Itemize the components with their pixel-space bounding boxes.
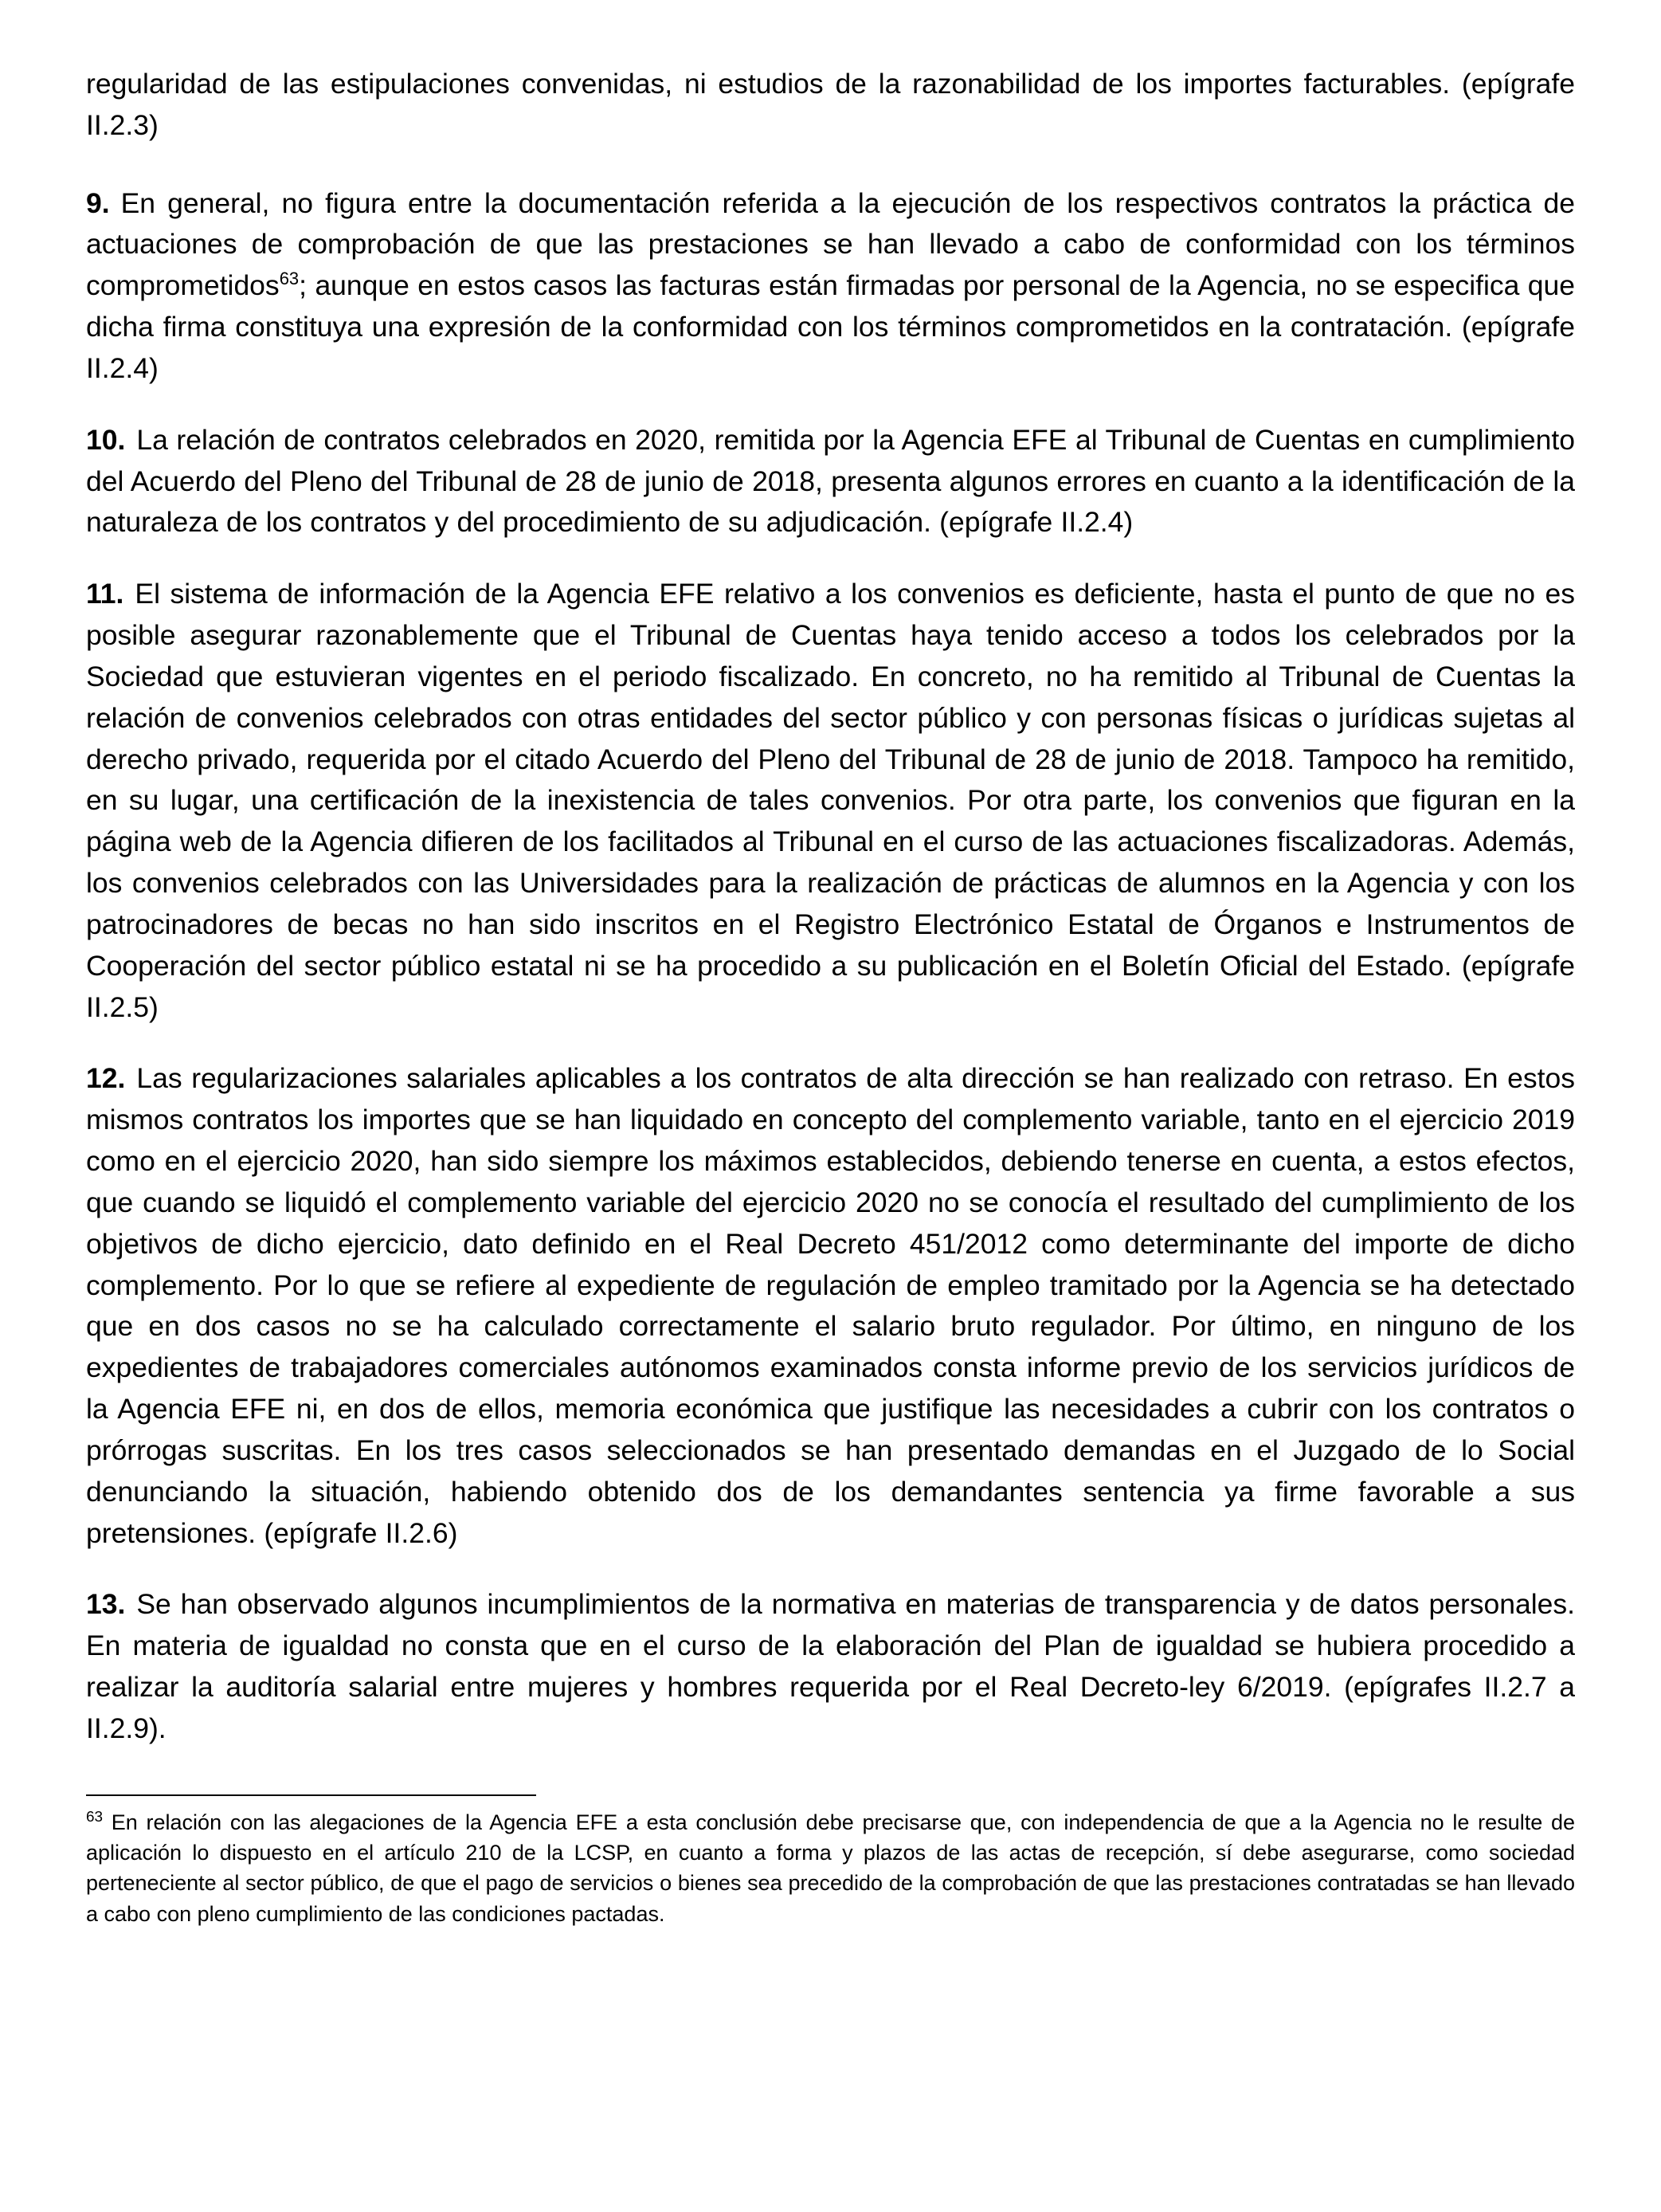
paragraph-text: El sistema de información de la Agencia EFE relativo a los convenios es deficiente, hasta el punto de que no es posible asegurar razonablemente que el Tribunal de Cuentas haya tenido acceso a todos los celebrados por la Sociedad que estuvieran vigentes en el periodo fiscalizado. En concreto, no ha remitido al Tribunal de Cuentas la relación de convenios celebrados con otras entidades del sector público y con personas físicas o jurídicas sujetas al derecho privado, requerida por el citado Acuerdo del Pleno del Tribunal de 28 de junio de 2018. Tampoco ha remitido, en su lugar, una certificación de la inexistencia de tales convenios. Por otra parte, los convenios que figuran en la página web de la Agencia difieren de los facilitados al Tribunal en el curso de las actuaciones fiscalizadoras. Además, los convenios celebrados con las Universidades para la realización de prácticas de alumnos en la Agencia y con los patrocinadores de becas no han sido inscritos en el Registro Electrónico Estatal de Órganos e Instrumentos de Cooperación del sector público estatal ni se ha procedido a su publicación en el Boletín Oficial del Estado. (epígrafe II.2.5) [86,578,1575,1023]
paragraph-text-before-footnote: En general, no figura entre la documentación referida a la ejecución de los respectivos contratos la práctica de actuaciones de comprobación de que las prestaciones se han llevado a cabo de conformidad con los términos comprometidos [86,186,1575,302]
paragraph-number: 11. [86,578,124,610]
paragraph-item-11 [86,574,1575,1028]
paragraph-text-after-footnote: ; aunque en estos casos las facturas están firmadas por personal de la Agencia, no se especifica que dicha firma constituya una expresión de la conformidad con los términos comprometidos en la contratación. (epígrafe II.2.4) [86,269,1575,384]
footnote-marker-63: 63 [279,269,300,289]
footnote-separator [86,1794,536,1796]
footnote-text: En relación con las alegaciones de la Agencia EFE a esta conclusión debe precisarse que, con independencia de que a la Agencia no le resulte de aplicación lo dispuesto en el artículo 210 de la LCSP, en cuanto a forma y plazos de las actas de recepción, sí debe asegurarse, como sociedad perteneciente al sector público, de que el pago de servicios o bienes sea precedido de la comprobación de que las prestaciones contratadas se han llevado a cabo con pleno cumplimiento de las condiciones pactadas. [86,1810,1575,1926]
paragraph-text: Se han observado algunos incumplimientos de la normativa en materias de transparencia y de datos personales. En materia de igualdad no consta que en el curso de la elaboración del Plan de igualdad se hubiera procedido a realizar la auditoría salarial entre mujeres y hombres requerida por el Real Decreto-ley 6/2019. (epígrafes II.2.7 a II.2.9). [86,1588,1575,1744]
paragraph-item-10 [86,420,1575,543]
paragraph-number: 10. [86,423,126,456]
paragraph-item-13 [86,1584,1575,1749]
footnote-area [86,1794,1575,1929]
paragraph-text: La relación de contratos celebrados en 2020, remitida por la Agencia EFE al Tribunal de Cuentas en cumplimiento del Acuerdo del Pleno del Tribunal de 28 de junio de 2018, presenta algunos errores en cuanto a la identificación de la naturaleza de los contratos y del procedimiento de su adjudicación. (epígrafe II.2.4) [86,423,1575,539]
footnote-number: 63 [86,1808,104,1826]
paragraph-text: regularidad de las estipulaciones convenidas, ni estudios de la razonabilidad de los importes facturables. (epígrafe II.2.3) [86,68,1575,141]
paragraph-item-9 [86,183,1575,390]
paragraph-number: 12. [86,1062,126,1095]
paragraph-text: Las regularizaciones salariales aplicables a los contratos de alta dirección se han realizado con retraso. En estos mismos contratos los importes que se han liquidado en concepto del complemento variable, tanto en el ejercicio 2019 como en el ejercicio 2020, han sido siempre los máximos establecidos, debiendo tenerse en cuenta, a estos efectos, que cuando se liquidó el complemento variable del ejercicio 2020 no se conocía el resultado del cumplimiento de los objetivos de dicho ejercicio, dato definido en el Real Decreto 451/2012 como determinante del importe de dicho complemento. Por lo que se refiere al expediente de regulación de empleo tramitado por la Agencia se ha detectado que en dos casos no se ha calculado correctamente el salario bruto regulador. Por último, en ninguno de los expedientes de trabajadores comerciales autónomos examinados consta informe previo de los servicios jurídicos de la Agencia EFE ni, en dos de ellos, memoria económica que justifique las necesidades a cubrir con los contratos o prórrogas suscritas. En los tres casos seleccionados se han presentado demandas en el Juzgado de lo Social denunciando la situación, habiendo obtenido dos de los demandantes sentencia ya firme favorable a sus pretensiones. (epígrafe II.2.6) [86,1062,1575,1549]
paragraph-item-12 [86,1058,1575,1554]
footnote-63 [86,1807,1575,1929]
paragraph-continuation [86,64,1575,147]
paragraph-number: 13. [86,1588,126,1621]
paragraph-number: 9. [86,186,110,219]
